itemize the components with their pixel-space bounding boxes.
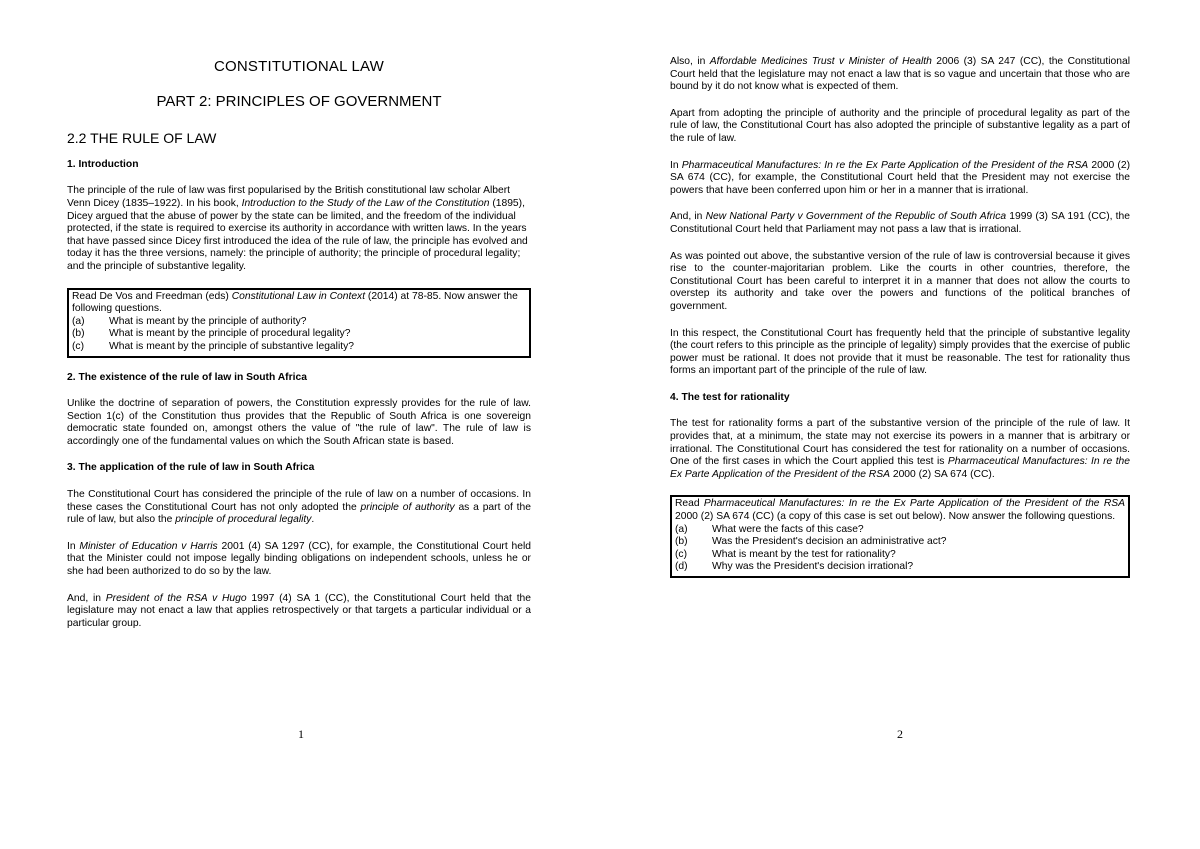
reading-box-2 [670,495,1130,578]
question-item: (c) What is meant by the principle of substantive legality? [72,340,354,352]
paragraph-harris: In Minister of Education v Harris 2001 (4) SA 1297 (CC), for example, the Constitutional Court held that the Minister could not impose legally binding obligations on independent schools, unless he or she had been authorized to do so by the law. [67,540,531,578]
reading-box-2-instruction: Read Pharmaceutical Manufactures: In re the Ex Parte Application of the President of the RSA 2000 (2) SA 674 (CC) (a copy of this case is set out below). Now answer the following questions. [675,498,1125,523]
reading-box-1-instruction: Read De Vos and Freedman (eds) Constitutional Law in Context (2014) at 78-85. Now answer the following questions. [72,290,518,315]
section-heading: 2.2 THE RULE OF LAW [67,130,217,147]
heading-introduction: 1. Introduction [67,158,139,170]
paragraph-rationality-principle: In this respect, the Constitutional Court has frequently held that the principle of substantive legality (the court refers to this principle as the principle of legality) simply provides that the exercise of public power must be rational. It does not provide that it must be reasonable. The test for rationality thus forms an important part of the principle of the rule of law. [670,327,1130,377]
paragraph-new-national-party: And, in New National Party v Government of the Republic of South Africa 1999 (3) SA 191 (CC), the Constitutional Court held that Parliament may not pass a law that is irrational. [670,211,1130,235]
paragraph-test-rationality: The test for rationality forms a part of the substantive version of the principle of the rule of law. It provides that, at a minimum, the state may not exercise its powers in a manner that is arbitrary or irrational. The Constitutional Court has considered the test for rationality on a number of occasions. One of the first cases in which the Court applied this test is Pharmaceutical Manufactures: In re the Ex Parte Application of the President of the RSA 2000 (2) SA 674 (CC). [670,418,1131,480]
paragraph-intro: The principle of the rule of law was first popularised by the British constitutional law scholar Albert Venn Dicey (1835–1922). In his book, Introduction to the Study of the Law of the Constitution (1895), Dicey argued that the abuse of power by the state can be limited, and the freedom of the individual protected, if the state is required to exercise its authority in accordance with written laws. In the years that have passed since Dicey first introduced the idea of the rule of law, the principle has evolved and today it has the three versions, namely: the principle of authority; the principle of procedural legality; and the principle of substantive legality. [67,185,528,272]
question-item: (b) Was the President's decision an administrative act? [675,536,947,548]
heading-test-rationality: 4. The test for rationality [670,391,790,403]
paragraph-application: The Constitutional Court has considered the principle of the rule of law on a number of occasions. In these cases the Constitutional Court has not only adopted the principle of authority as a part of the rule of law, but also the principle of procedural legality. [67,489,531,526]
question-item: (a) What is meant by the principle of authority? [72,315,307,327]
paragraph-hugo: And, in President of the RSA v Hugo 1997 (4) SA 1 (CC), the Constitutional Court held that the legislature may not enact a law that applies retrospectively or that targets a particular individual or a particular group. [67,592,532,629]
paragraph-affordable-medicines: Also, in Affordable Medicines Trust v Minister of Health 2006 (3) SA 247 (CC), the Constitutional Court held that the legislature may not enact a law that is so vague and uncertain that those who are bound by it do not know what is expected of them. [670,56,1130,93]
heading-application: 3. The application of the rule of law in South Africa [67,462,315,474]
question-item: (a) What were the facts of this case? [675,523,864,535]
right-page [600,0,1200,849]
document-title: CONSTITUTIONAL LAW [214,58,384,75]
page-number: 2 [897,727,903,741]
left-page-content [67,56,531,644]
page-number: 1 [298,727,304,741]
paragraph-counter-majoritarian: As was pointed out above, the substantive version of the rule of law is controversial because it gives rise to the counter-majoritarian problem. Like the courts in other countries, therefore, the Constitutional Court has been careful to interpret it in a manner that does not allow the courts to overstep its authority and take over the powers and functions of the political branches of government. [670,250,1130,312]
right-page-content [670,56,1130,592]
paragraph-pharmaceutical: In Pharmaceutical Manufactures: In re the Ex Parte Application of the President of the RSA 2000 (2) SA 674 (CC), for example, the Constitutional Court held that the President may not exercise the powers that have been conferred upon him or her in a manner that is irrational. [670,159,1130,196]
paragraph-existence: Unlike the doctrine of separation of powers, the Constitution expressly provides for the rule of law. Section 1(c) of the Constitution thus provides that the Republic of South Africa is one sovereign democratic state founded on, amongst others the value of "the rule of law". The rule of law is accordingly one of the fundamental values on which the South African state is based. [67,398,531,447]
part-heading: PART 2: PRINCIPLES OF GOVERNMENT [156,92,442,110]
reading-box-1 [67,288,531,358]
question-item: (c) What is meant by the test for rationality? [675,548,896,560]
paragraph-substantive-legality: Apart from adopting the principle of authority and the principle of procedural legality as part of the rule of law, the Constitutional Court has also adopted the principle of substantive legality as a part of the rule of law. [670,107,1130,144]
question-item: (d) Why was the President's decision irrational? [675,561,914,573]
heading-existence: 2. The existence of the rule of law in South Africa [67,371,307,383]
question-item: (b) What is meant by the principle of procedural legality? [72,328,351,340]
